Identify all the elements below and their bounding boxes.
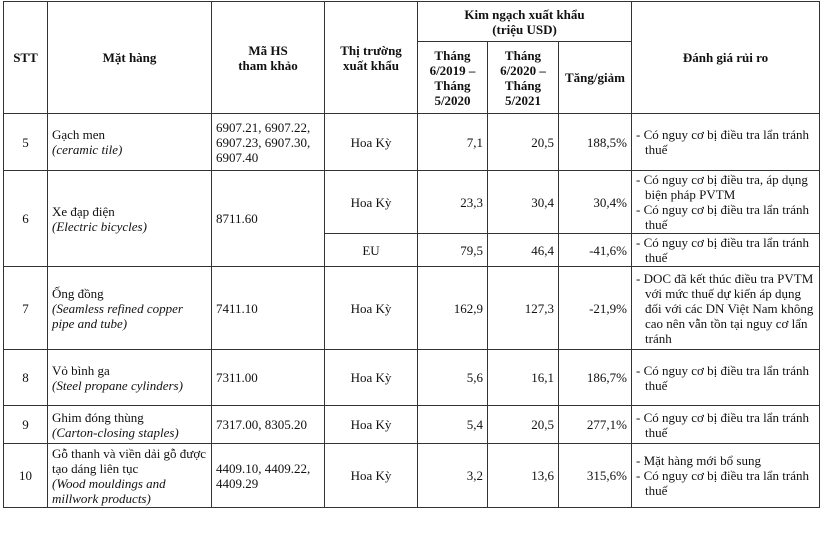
row-risk — [632, 406, 820, 444]
row-change: -41,6% — [559, 234, 632, 267]
header-hs-code: Mã HS tham khảo — [212, 2, 325, 114]
risk-line: - Có nguy cơ bị điều tra lẩn tránh thuế — [636, 362, 809, 393]
header-period-2: Tháng 6/2020 – Tháng 5/2021 — [488, 42, 559, 114]
risk-table — [3, 1, 820, 508]
risk-line: - Có nguy cơ bị điều tra lẩn tránh thuế — [636, 468, 809, 498]
row-value-period-1: 79,5 — [418, 234, 488, 267]
row-risk — [632, 114, 820, 171]
row-stt: 9 — [4, 406, 48, 444]
row-change: 188,5% — [559, 114, 632, 171]
row-market: Hoa Kỳ — [325, 114, 418, 171]
row-stt: 6 — [4, 171, 48, 267]
row-risk — [632, 267, 820, 350]
item-name-en: (Steel propane cylinders) — [52, 377, 183, 393]
row-market: Hoa Kỳ — [325, 267, 418, 350]
row-stt: 10 — [4, 444, 48, 508]
row-hs-code: 6907.21, 6907.22, 6907.23, 6907.30, 6907.40 — [212, 114, 325, 171]
table-row — [4, 406, 820, 444]
row-item — [48, 267, 212, 350]
row-stt: 5 — [4, 114, 48, 171]
row-market: Hoa Kỳ — [325, 350, 418, 406]
row-value-period-1: 23,3 — [418, 171, 488, 234]
header-stt: STT — [4, 2, 48, 114]
row-market: Hoa Kỳ — [325, 171, 418, 234]
row-value-period-1: 3,2 — [418, 444, 488, 508]
table-row — [4, 350, 820, 406]
item-name: Gỗ thanh và viền dải gỗ được tạo dáng liên tục — [52, 445, 206, 476]
row-change: 30,4% — [559, 171, 632, 234]
row-hs-code: 7311.00 — [212, 350, 325, 406]
risk-line: - DOC đã kết thúc điều tra PVTM với mức thuế dự kiến áp dụng đối với các DN Việt Nam không cao nên vẫn tồn tại nguy cơ lẩn tránh — [636, 270, 814, 346]
item-name-en: (Carton-closing staples) — [52, 424, 179, 440]
risk-line: - Có nguy cơ bị điều tra lẩn tránh thuế — [636, 235, 809, 265]
row-change: -21,9% — [559, 267, 632, 350]
item-name: Ghim đóng thùng — [52, 409, 144, 425]
row-value-period-2: 16,1 — [488, 350, 559, 406]
table-row — [4, 444, 820, 508]
row-item — [48, 114, 212, 171]
row-risk — [632, 234, 820, 267]
risk-line: - Mặt hàng mới bổ sung — [636, 453, 761, 468]
row-value-period-2: 20,5 — [488, 406, 559, 444]
row-item — [48, 171, 212, 267]
table-header — [4, 2, 820, 114]
table-row — [4, 267, 820, 350]
row-risk — [632, 444, 820, 508]
row-change: 277,1% — [559, 406, 632, 444]
item-name-en: (ceramic tile) — [52, 142, 123, 157]
row-risk — [632, 171, 820, 234]
item-name: Vỏ bình ga — [52, 362, 110, 378]
row-change: 315,6% — [559, 444, 632, 508]
row-hs-code: 7411.10 — [212, 267, 325, 350]
item-name-en: (Seamless refined copper pipe and tube) — [52, 300, 183, 331]
row-value-period-2: 46,4 — [488, 234, 559, 267]
row-risk — [632, 350, 820, 406]
row-stt: 8 — [4, 350, 48, 406]
item-name: Xe đạp điện — [52, 203, 115, 219]
row-value-period-1: 7,1 — [418, 114, 488, 171]
table-row — [4, 171, 820, 234]
item-name: Ống đồng — [52, 285, 104, 301]
header-market: Thị trường xuất khẩu — [325, 2, 418, 114]
row-item — [48, 406, 212, 444]
risk-line: - Có nguy cơ bị điều tra, áp dụng biện pháp PVTM — [636, 172, 808, 202]
table-row — [4, 114, 820, 171]
row-value-period-2: 30,4 — [488, 171, 559, 234]
row-change: 186,7% — [559, 350, 632, 406]
row-market: EU — [325, 234, 418, 267]
row-market: Hoa Kỳ — [325, 406, 418, 444]
risk-line: - Có nguy cơ bị điều tra lẩn tránh thuế — [636, 409, 809, 440]
row-value-period-2: 20,5 — [488, 114, 559, 171]
row-value-period-1: 162,9 — [418, 267, 488, 350]
header-item: Mặt hàng — [48, 2, 212, 114]
header-turnover: Kim ngạch xuất khẩu (triệu USD) — [418, 2, 632, 42]
header-period-1: Tháng 6/2019 – Tháng 5/2020 — [418, 42, 488, 114]
header-risk: Đánh giá rủi ro — [632, 2, 820, 114]
row-value-period-2: 127,3 — [488, 267, 559, 350]
item-name-en: (Wood mouldings and millwork products) — [52, 475, 166, 506]
row-market: Hoa Kỳ — [325, 444, 418, 508]
header-change: Tăng/giảm — [559, 42, 632, 114]
row-value-period-1: 5,6 — [418, 350, 488, 406]
item-name: Gạch men — [52, 127, 106, 142]
row-hs-code: 7317.00, 8305.20 — [212, 406, 325, 444]
row-value-period-1: 5,4 — [418, 406, 488, 444]
item-name-en: (Electric bicycles) — [52, 218, 147, 234]
row-value-period-2: 13,6 — [488, 444, 559, 508]
row-item — [48, 444, 212, 508]
risk-line: - Có nguy cơ bị điều tra lẩn tránh thuế — [636, 127, 809, 157]
row-item — [48, 350, 212, 406]
row-hs-code: 8711.60 — [212, 171, 325, 267]
risk-line: - Có nguy cơ bị điều tra lẩn tránh thuế — [636, 202, 809, 232]
row-hs-code: 4409.10, 4409.22, 4409.29 — [212, 444, 325, 508]
row-stt: 7 — [4, 267, 48, 350]
table-body — [4, 114, 820, 508]
